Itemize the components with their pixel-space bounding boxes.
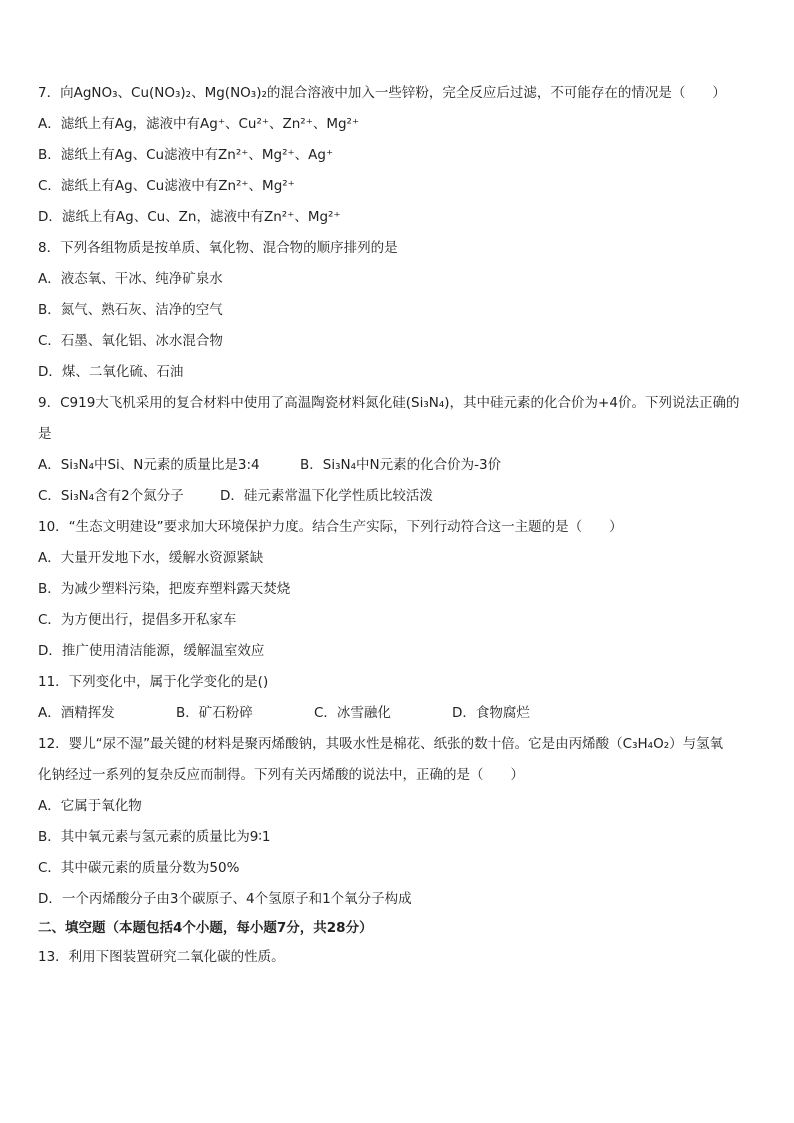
question-8-option-c: C．石墨、氧化铝、冰水混合物 — [38, 333, 223, 349]
question-12-option-c: C．其中碳元素的质量分数为50% — [38, 860, 240, 876]
question-10-option-b: B．为减少塑料污染，把废弃塑料露天焚烧 — [38, 581, 291, 597]
question-9-stem-line2: 是 — [38, 426, 52, 442]
exam-page — [38, 78, 768, 973]
question-12-option-a: A．它属于氧化物 — [38, 798, 142, 814]
question-10-option-c: C．为方便出行，提倡多开私家车 — [38, 612, 237, 628]
question-11-option-c: C．冰雪融化 — [314, 705, 391, 721]
question-11-option-d: D．食物腐烂 — [452, 705, 530, 721]
question-9-options-row1 — [38, 450, 768, 481]
section-2-title: 二、填空题（本题包括4个小题，每小题7分，共28分） — [38, 920, 373, 936]
question-10-option-d: D．推广使用清洁能源，缓解温室效应 — [38, 643, 265, 659]
question-9-stem-line1: 9．C919大飞机采用的复合材料中使用了高温陶瓷材料氮化硅(Si₃N₄)，其中硅元素的化合价为+4价。下列说法正确的 — [38, 395, 740, 411]
question-10-option-a: A．大量开发地下水，缓解水资源紧缺 — [38, 550, 264, 566]
question-9-options-row2 — [38, 481, 768, 512]
question-11-option-a: A．酒精挥发 — [38, 705, 115, 721]
question-12-stem-line2: 化钠经过一系列的复杂反应而制得。下列有关丙烯酸的说法中，正确的是（ ） — [38, 767, 524, 783]
question-12-stem-line1: 12．婴儿“尿不湿”最关键的材料是聚丙烯酸钠，其吸水性是棉花、纸张的数十倍。它是由丙烯酸（C₃H₄O₂）与氢氧 — [38, 736, 724, 752]
question-7-option-a: A．滤纸上有Ag，滤液中有Ag⁺、Cu²⁺、Zn²⁺、Mg²⁺ — [38, 116, 360, 132]
question-7-stem: 7．向AgNO₃、Cu(NO₃)₂、Mg(NO₃)₂的混合溶液中加入一些锌粉，完全反应后过滤，不可能存在的情况是（ ） — [38, 85, 726, 101]
question-12-option-d: D．一个丙烯酸分子由3个碳原子、4个氢原子和1个氧分子构成 — [38, 891, 412, 907]
question-10-stem: 10．“生态文明建设”要求加大环境保护力度。结合生产实际，下列行动符合这一主题的是（ ） — [38, 519, 623, 535]
question-8-option-d: D．煤、二氧化硫、石油 — [38, 364, 184, 380]
question-12-option-b: B．其中氧元素与氢元素的质量比为9∶1 — [38, 829, 271, 845]
question-9-option-a: A．Si₃N₄中Si、N元素的质量比是3:4 — [38, 457, 260, 473]
question-11-option-b: B．矿石粉碎 — [176, 705, 253, 721]
question-8-option-a: A．液态氧、干冰、纯净矿泉水 — [38, 271, 223, 287]
question-11-options — [38, 698, 768, 729]
question-7-option-b: B．滤纸上有Ag、Cu滤液中有Zn²⁺、Mg²⁺、Ag⁺ — [38, 147, 334, 163]
question-7-option-c: C．滤纸上有Ag、Cu滤液中有Zn²⁺、Mg²⁺ — [38, 178, 295, 194]
question-11-stem: 11．下列变化中，属于化学变化的是() — [38, 674, 269, 690]
question-7-option-d: D．滤纸上有Ag、Cu、Zn，滤液中有Zn²⁺、Mg²⁺ — [38, 209, 341, 225]
question-8-stem: 8．下列各组物质是按单质、氧化物、混合物的顺序排列的是 — [38, 240, 398, 256]
question-9-option-b: B．Si₃N₄中N元素的化合价为-3价 — [300, 457, 502, 473]
question-13-stem: 13．利用下图装置研究二氧化碳的性质。 — [38, 949, 285, 965]
question-9-option-d: D．硅元素常温下化学性质比较活泼 — [220, 488, 433, 504]
question-9-option-c: C．Si₃N₄含有2个氮分子 — [38, 488, 184, 504]
question-8-option-b: B．氮气、熟石灰、洁净的空气 — [38, 302, 223, 318]
